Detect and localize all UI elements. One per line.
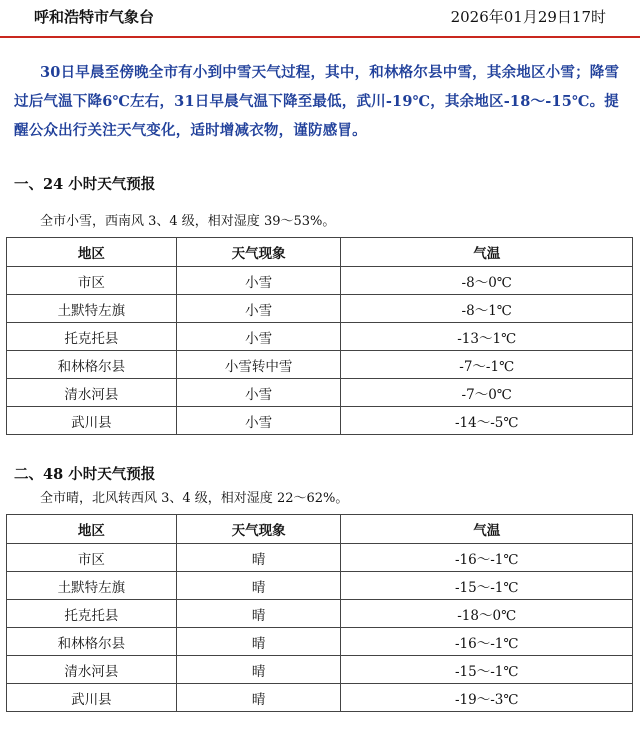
weather-cell: 晴 <box>176 572 341 600</box>
table-header-row <box>7 515 633 544</box>
header-divider <box>0 36 640 38</box>
table-row <box>7 656 633 684</box>
weather-cell: 小雪 <box>176 295 341 323</box>
table-row <box>7 295 633 323</box>
table-row <box>7 600 633 628</box>
region-cell: 土默特左旗 <box>7 572 177 600</box>
temperature-cell: -16～-1℃ <box>341 544 633 572</box>
weather-cell: 晴 <box>176 544 341 572</box>
org-name: 呼和浩特市气象台 <box>34 8 155 26</box>
table-row <box>7 684 633 712</box>
region-cell: 托克托县 <box>7 323 177 351</box>
weather-cell: 晴 <box>176 628 341 656</box>
header <box>0 0 640 38</box>
region-cell: 和林格尔县 <box>7 628 177 656</box>
weather-cell: 小雪转中雪 <box>176 351 341 379</box>
weather-cell: 小雪 <box>176 379 341 407</box>
weather-cell: 小雪 <box>176 407 341 435</box>
table-header-row <box>7 238 633 267</box>
region-cell: 和林格尔县 <box>7 351 177 379</box>
temperature-cell: -14～-5℃ <box>341 407 633 435</box>
region-cell: 武川县 <box>7 407 177 435</box>
temperature-cell: -16～-1℃ <box>341 628 633 656</box>
header-temperature: 气温 <box>341 515 633 544</box>
table-row <box>7 572 633 600</box>
forecast-table-48h <box>6 514 633 712</box>
issue-datetime: 2026年01月29日17时 <box>450 8 606 26</box>
weather-cell: 晴 <box>176 600 341 628</box>
section-title-48h: 二、48 小时天气预报 <box>14 466 156 483</box>
header-weather: 天气现象 <box>176 515 341 544</box>
temperature-cell: -13～1℃ <box>341 323 633 351</box>
region-cell: 武川县 <box>7 684 177 712</box>
region-cell: 托克托县 <box>7 600 177 628</box>
region-cell: 市区 <box>7 267 177 295</box>
temperature-cell: -19～-3℃ <box>341 684 633 712</box>
section-desc-48h: 全市晴，北风转西风 3、4 级，相对湿度 22～62%。 <box>40 491 349 506</box>
table-row <box>7 379 633 407</box>
temperature-cell: -8～0℃ <box>341 267 633 295</box>
table-row <box>7 323 633 351</box>
temperature-cell: -15～-1℃ <box>341 572 633 600</box>
region-cell: 市区 <box>7 544 177 572</box>
region-cell: 清水河县 <box>7 656 177 684</box>
header-weather: 天气现象 <box>176 238 341 267</box>
weather-cell: 小雪 <box>176 267 341 295</box>
temperature-cell: -8～1℃ <box>341 295 633 323</box>
header-region: 地区 <box>7 515 177 544</box>
section-desc-24h: 全市小雪，西南风 3、4 级，相对湿度 39～53%。 <box>40 214 336 229</box>
table-row <box>7 267 633 295</box>
table-row <box>7 351 633 379</box>
table-row <box>7 407 633 435</box>
region-cell: 土默特左旗 <box>7 295 177 323</box>
temperature-cell: -15～-1℃ <box>341 656 633 684</box>
weather-cell: 晴 <box>176 684 341 712</box>
temperature-cell: -18～0℃ <box>341 600 633 628</box>
temperature-cell: -7～-1℃ <box>341 351 633 379</box>
temperature-cell: -7～0℃ <box>341 379 633 407</box>
header-region: 地区 <box>7 238 177 267</box>
forecast-table-24h <box>6 237 633 435</box>
table-row <box>7 628 633 656</box>
table-row <box>7 544 633 572</box>
header-temperature: 气温 <box>341 238 633 267</box>
summary-paragraph: 30日早晨至傍晚全市有小到中雪天气过程，其中，和林格尔县中雪，其余地区小雪；降雪过后气温下降6℃左右，31日早晨气温下降至最低，武川-19℃，其余地区-18～-15℃。提醒公众出行关注天气变化，适时增减衣物，谨防感冒。 <box>14 64 620 139</box>
section-title-24h: 一、24 小时天气预报 <box>14 176 156 193</box>
weather-cell: 小雪 <box>176 323 341 351</box>
weather-cell: 晴 <box>176 656 341 684</box>
region-cell: 清水河县 <box>7 379 177 407</box>
